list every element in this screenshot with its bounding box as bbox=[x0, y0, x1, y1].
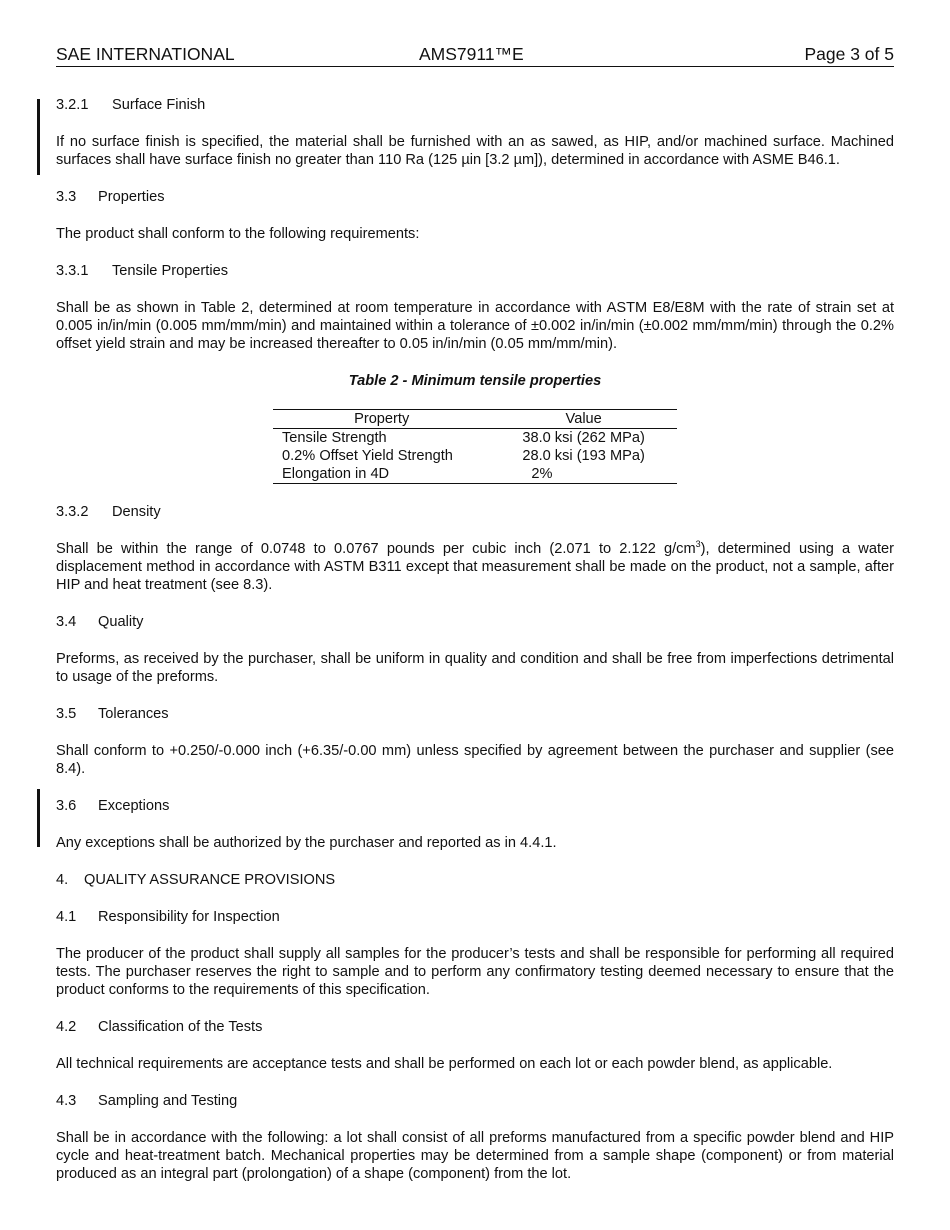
table-row bbox=[273, 429, 677, 448]
section-heading bbox=[56, 188, 894, 206]
section-title: Density bbox=[112, 504, 161, 520]
section-heading bbox=[56, 503, 894, 521]
tensile-properties-table bbox=[273, 409, 677, 484]
section-number: 3.3 bbox=[56, 189, 77, 205]
section-title: Surface Finish bbox=[112, 97, 206, 113]
section-title: Quality bbox=[98, 614, 144, 630]
section-paragraph: If no surface finish is specified, the material shall be furnished with an as sawed, as HIP, and/or machined surface. Machined surfaces shall have surface finish no greater than 110 Ra (125 µin [3.2 µm]), determined in accordance with ASME B46.1. bbox=[56, 134, 894, 168]
section-title: Properties bbox=[98, 189, 165, 205]
section-paragraph: Shall conform to +0.250/-0.000 inch (+6.35/-0.00 mm) unless specified by agreement between the purchaser and supplier (see 8.4). bbox=[56, 743, 894, 777]
revision-change-bar bbox=[37, 789, 40, 847]
section-number: 3.5 bbox=[56, 706, 77, 722]
table-cell-value: 28.0 ksi (193 MPa) bbox=[522, 448, 645, 464]
table-row bbox=[273, 447, 677, 465]
section-number: 3.3.1 bbox=[56, 263, 89, 279]
header-organization: SAE INTERNATIONAL bbox=[56, 44, 235, 64]
header-page-number: Page 3 of 5 bbox=[804, 44, 894, 64]
table-title: Table 2 - Minimum tensile properties bbox=[348, 373, 602, 389]
section-title: Responsibility for Inspection bbox=[98, 909, 280, 925]
section-paragraph: The producer of the product shall supply all samples for the producer’s tests and shall be responsible for performing all required tests. The purchaser reserves the right to sample and to perform any confirmatory testing deemed necessary to ensure that the product conforms to the requirements of this specification. bbox=[56, 946, 894, 998]
section-number: 3.3.2 bbox=[56, 504, 89, 520]
section-number: 4.1 bbox=[56, 909, 77, 925]
section-heading bbox=[56, 96, 894, 114]
section-paragraph: Shall be as shown in Table 2, determined at room temperature in accordance with ASTM E8/E8M with the rate of strain set at 0.005 in/in/min (0.005 mm/mm/min) and maintained within a tolerance of ±0.002 in/in/min (±0.002 mm/mm/min) through the 0.2% offset yield strain and may be increased thereafter to 0.05 in/in/min (0.05 mm/mm/min). bbox=[56, 300, 894, 352]
section-paragraph: Preforms, as received by the purchaser, shall be uniform in quality and condition and shall be free from imperfections detrimental to usage of the preforms. bbox=[56, 651, 894, 685]
table-header-row bbox=[273, 410, 677, 429]
section-title: QUALITY ASSURANCE PROVISIONS bbox=[84, 872, 336, 888]
document-body bbox=[56, 96, 894, 1202]
section-number: 4.2 bbox=[56, 1019, 77, 1035]
section-heading bbox=[56, 613, 894, 631]
page-header bbox=[56, 44, 894, 67]
table-cell-value: 2% bbox=[531, 466, 553, 482]
section-number: 4.3 bbox=[56, 1093, 77, 1109]
superscript-cubed: 3 bbox=[695, 539, 701, 550]
table-row bbox=[273, 465, 677, 484]
section-paragraph: Any exceptions shall be authorized by the purchaser and reported as in 4.4.1. bbox=[56, 835, 557, 851]
table-cell-property: Elongation in 4D bbox=[282, 466, 390, 482]
table-cell-value: 38.0 ksi (262 MPa) bbox=[522, 430, 645, 446]
table-cell-property: 0.2% Offset Yield Strength bbox=[282, 448, 453, 464]
table-header-cell: Property bbox=[273, 410, 490, 429]
table-cell-property: Tensile Strength bbox=[282, 430, 387, 446]
section-heading bbox=[56, 1092, 894, 1110]
section-paragraph bbox=[56, 540, 894, 594]
section-heading bbox=[56, 705, 894, 723]
header-document-number: AMS7911™E bbox=[419, 44, 524, 64]
section-number: 3.6 bbox=[56, 798, 77, 814]
section-paragraph: Shall be in accordance with the following: a lot shall consist of all preforms manufactured from a specific powder blend and HIP cycle and heat-treatment batch. Mechanical properties may be determined from a sample shape (component) or from material produced as an integral part (prolongation) of a shape (component) from the lot. bbox=[56, 1130, 894, 1182]
table-header-cell: Value bbox=[490, 410, 677, 429]
section-number: 4. bbox=[56, 872, 69, 888]
density-text-part: Shall be within the range of 0.0748 to 0.0767 pounds per cubic inch (2.071 to 2.122 g/cm bbox=[56, 541, 696, 557]
section-heading bbox=[56, 1018, 894, 1036]
revision-change-bar bbox=[37, 99, 40, 175]
section-paragraph: The product shall conform to the following requirements: bbox=[56, 226, 420, 242]
section-title: Exceptions bbox=[98, 798, 170, 814]
section-title: Sampling and Testing bbox=[98, 1093, 238, 1109]
section-title: Tensile Properties bbox=[112, 263, 228, 279]
section-heading bbox=[56, 871, 894, 889]
section-number: 3.4 bbox=[56, 614, 77, 630]
section-number: 3.2.1 bbox=[56, 97, 89, 113]
section-title: Classification of the Tests bbox=[98, 1019, 263, 1035]
section-title: Tolerances bbox=[98, 706, 169, 722]
density-text-part: ), determined using a water displacement method in accordance with ASTM B311 except that measurement shall be made on the product, not a sample, after HIP and heat treatment (see 8.3). bbox=[56, 541, 894, 593]
section-heading bbox=[56, 262, 894, 280]
section-heading bbox=[56, 797, 894, 815]
section-paragraph: All technical requirements are acceptance tests and shall be performed on each lot or each powder blend, as applicable. bbox=[56, 1056, 833, 1072]
section-heading bbox=[56, 908, 894, 926]
